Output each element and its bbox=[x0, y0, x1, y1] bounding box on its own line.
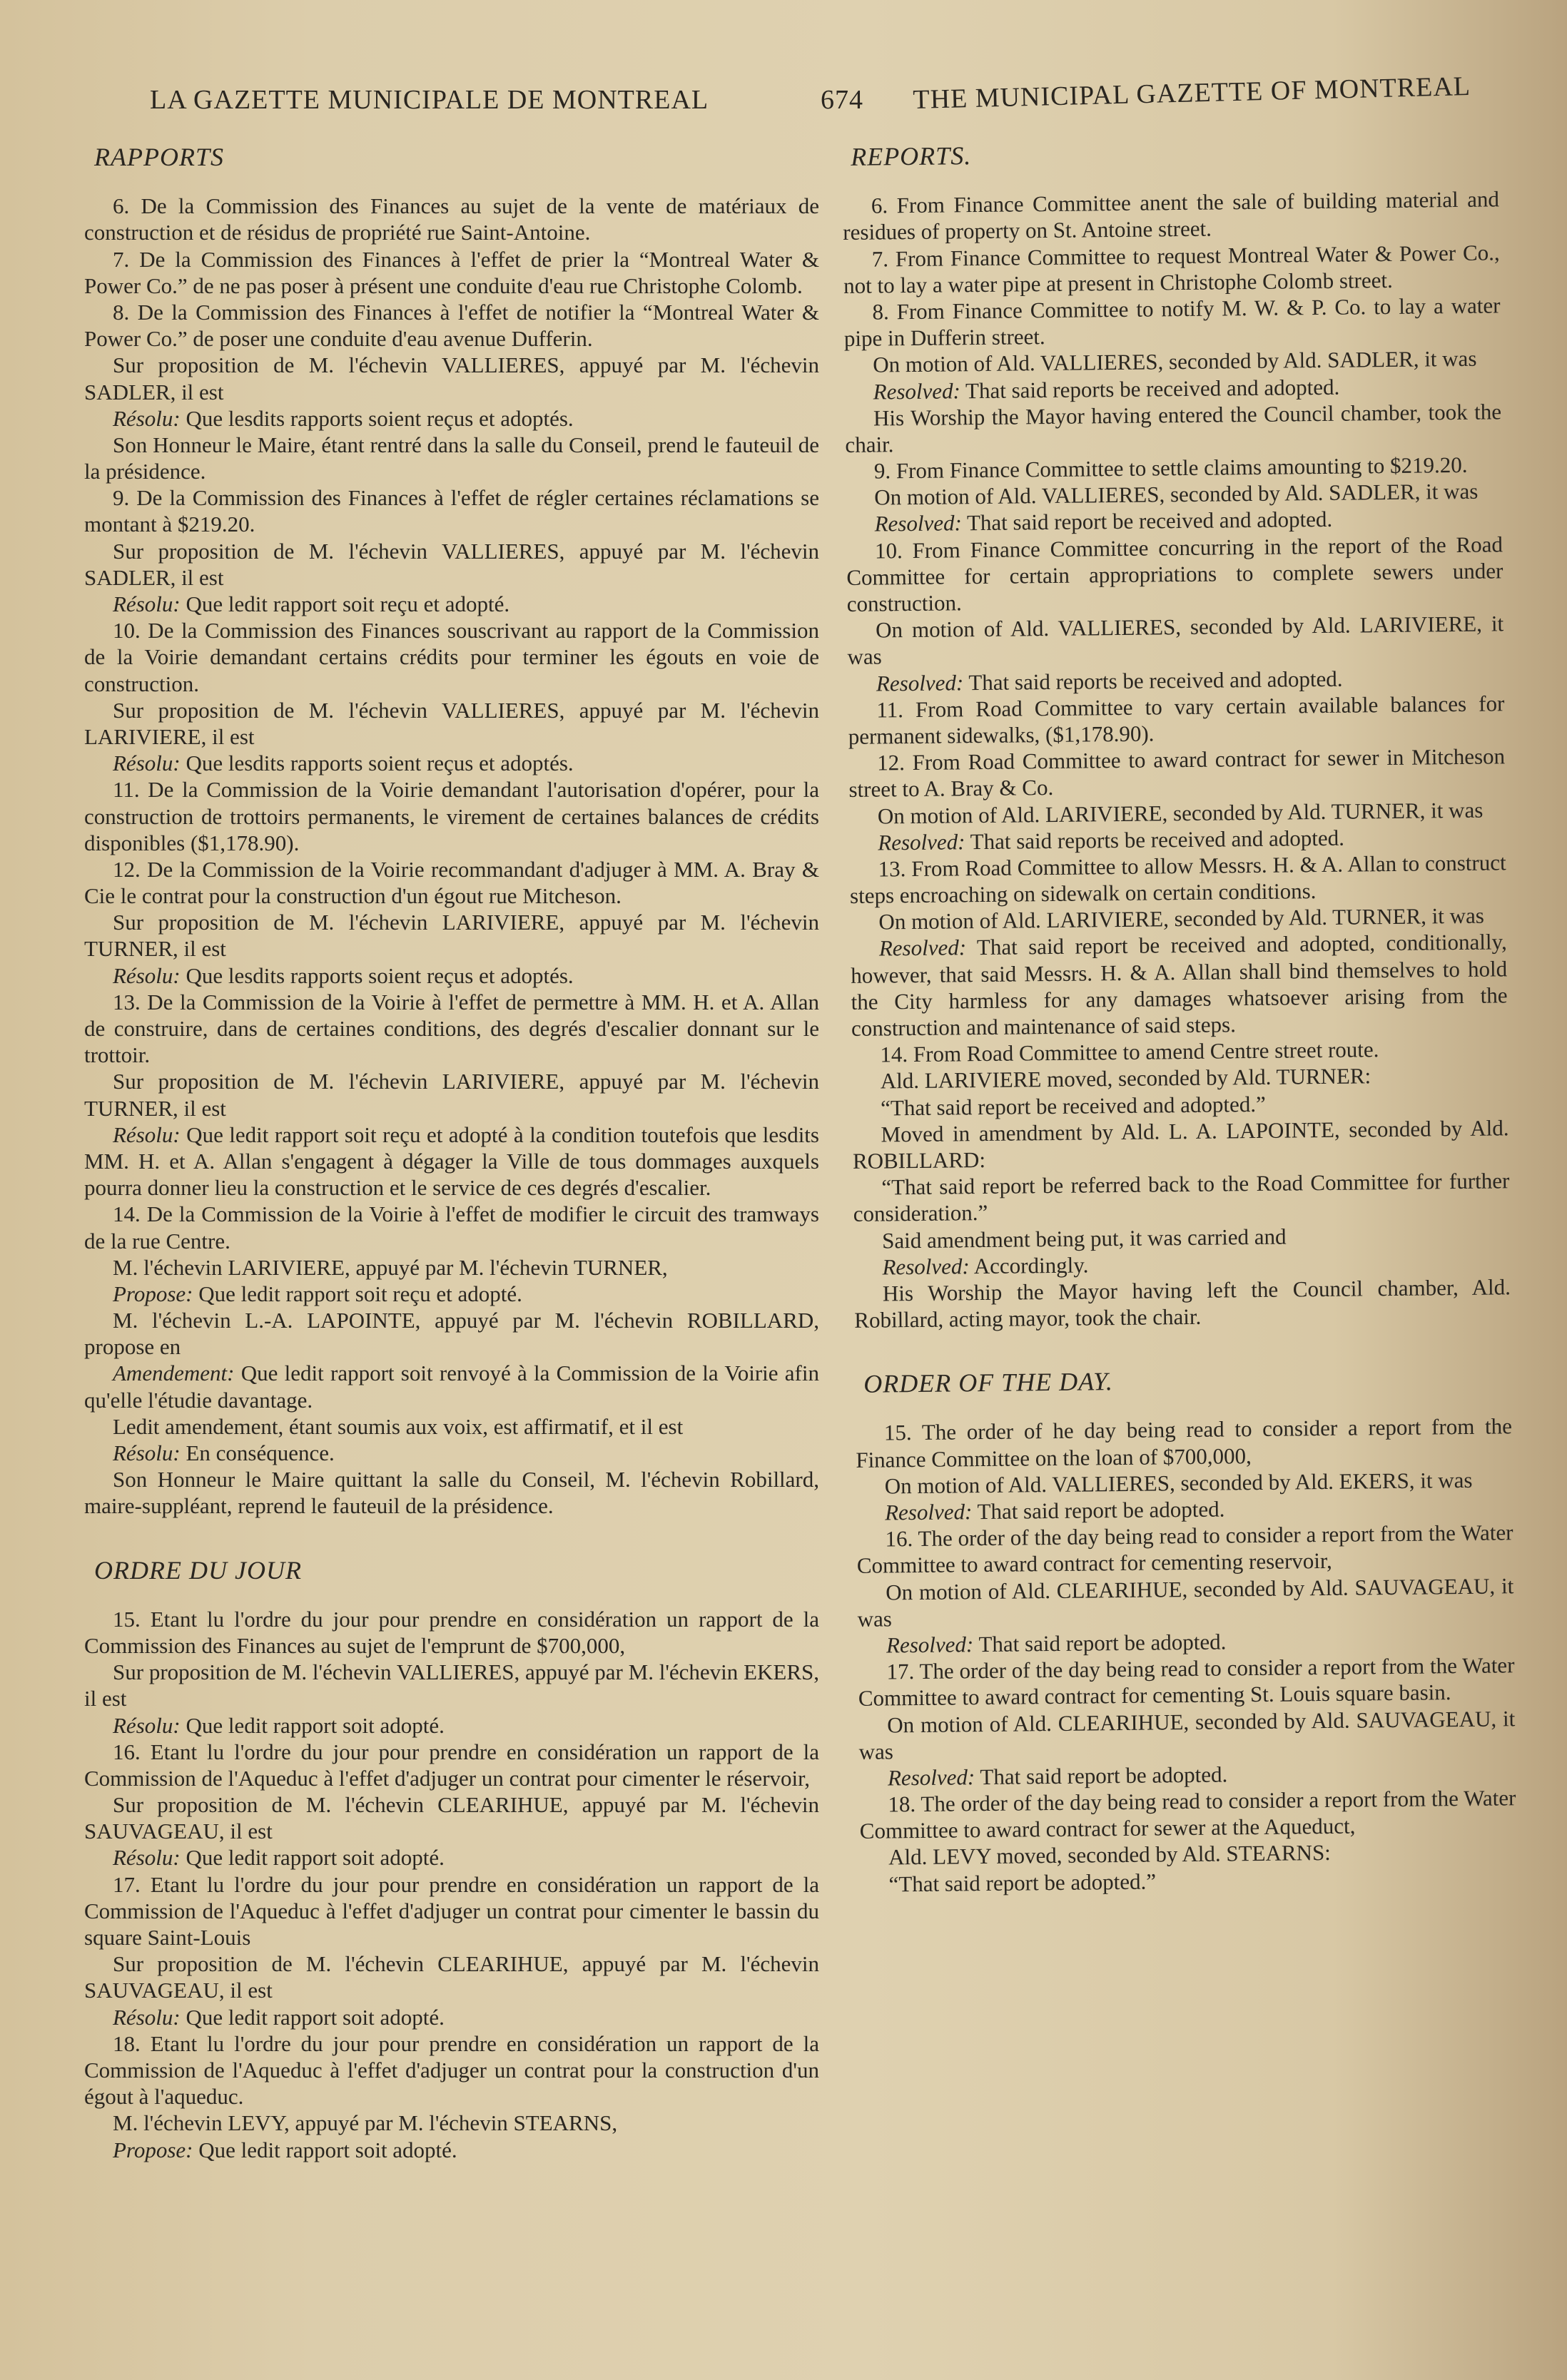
paragraph: Amendement: Que ledit rapport soit renvoyé à la Commission de la Voirie afin qu'elle l'étudie davantage. bbox=[84, 1361, 819, 1413]
paragraph: 8. De la Commission des Finances à l'effet de notifier la “Montreal Water & Power Co.” de poser une conduite d'eau avenue Dufferin. bbox=[84, 299, 819, 352]
resolution-label: Résolu: bbox=[113, 405, 181, 431]
paragraph: 7. From Finance Committee to request Montreal Water & Power Co., not to lay a water pipe at present in Christophe Colomb street. bbox=[843, 239, 1500, 298]
paragraph: 18. Etant lu l'ordre du jour pour prendre en considération un rapport de la Commission de l'Aqueduc à l'effet d'adjuger un contrat pour la construction d'un égout à l'aqueduc. bbox=[84, 2030, 819, 2110]
paragraph: Sur proposition de M. l'échevin CLEARIHUE, appuyé par M. l'échevin SAUVAGEAU, il est bbox=[84, 1792, 819, 1844]
section-title-reports: REPORTS. bbox=[851, 141, 972, 171]
english-order-body bbox=[856, 1413, 1517, 1898]
paragraph: Résolu: En conséquence. bbox=[113, 1440, 335, 1465]
paragraph: 14. De la Commission de la Voirie à l'effet de modifier le circuit des tramways de la rue Centre. bbox=[84, 1201, 819, 1253]
resolution-label: Résolu: bbox=[113, 1712, 181, 1738]
paragraph: 17. Etant lu l'ordre du jour pour prendre en considération un rapport de la Commission de l'Aqueduc à l'effet d'adjuger un contrat pour cimenter le bassin du square Saint-Louis bbox=[84, 1871, 819, 1950]
paragraph: 6. From Finance Committee anent the sale of building material and residues of property on St. Antoine street. bbox=[843, 186, 1500, 245]
paragraph: Resolved: That said report be adopted. bbox=[886, 1629, 1227, 1658]
paragraph: “That said report be adopted.” bbox=[888, 1868, 1157, 1897]
paragraph: Ledit amendement, étant soumis aux voix, est affirmatif, et il est bbox=[113, 1413, 684, 1439]
paragraph: Resolved: That said report be received and adopted. bbox=[874, 507, 1333, 536]
paragraph: On motion of Ald. LARIVIERE, seconded by Ald. TURNER, it was bbox=[878, 902, 1485, 935]
header-english-title: THE MUNICIPAL GAZETTE OF MONTREAL bbox=[912, 71, 1471, 116]
paragraph: 16. The order of the day being read to consider a report from the Water Committee to award contract for cementing reservoir, bbox=[856, 1520, 1513, 1579]
paragraph: 18. The order of the day being read to consider a report from the Water Committee to award contract for sewer at the Aqueduct, bbox=[859, 1785, 1516, 1844]
resolution-label: Propose: bbox=[113, 2137, 193, 2162]
paragraph: On motion of Ald. VALLIERES, seconded by Ald. EKERS, it was bbox=[884, 1467, 1473, 1499]
paragraph: On motion of Ald. CLEARIHUE, seconded by Ald. SAUVAGEAU, it was bbox=[858, 1705, 1516, 1764]
paragraph: M. l'échevin LARIVIERE, appuyé par M. l'échevin TURNER, bbox=[113, 1254, 668, 1280]
resolution-label: Amendement: bbox=[113, 1361, 235, 1386]
paragraph: 11. From Road Committee to vary certain available balances for permanent sidewalks, ($1,178.90). bbox=[848, 691, 1505, 749]
resolution-label: Propose: bbox=[113, 1281, 193, 1306]
paragraph: Propose: Que ledit rapport soit adopté. bbox=[113, 2137, 457, 2162]
paragraph: 13. From Road Committee to allow Messrs. H. & A. Allan to construct steps encroaching on sidewalk on certain conditions. bbox=[849, 850, 1506, 909]
resolution-label: Résolu: bbox=[113, 1440, 181, 1465]
paragraph: 14. From Road Committee to amend Centre street route. bbox=[880, 1037, 1379, 1067]
paragraph: Resolved: That said reports be received and adopted. bbox=[873, 374, 1340, 405]
paragraph: Son Honneur le Maire quittant la salle du Conseil, M. l'échevin Robillard, maire-suppléant, reprend le fauteuil de la présidence. bbox=[84, 1467, 819, 1519]
resolution-label: Resolved: bbox=[884, 1499, 973, 1525]
paragraph: 12. De la Commission de la Voirie recommandant d'adjuger à MM. A. Bray & Cie le contrat pour la construction d'un égout rue Mitcheson. bbox=[84, 856, 819, 909]
paragraph: Sur proposition de M. l'échevin VALLIERES, appuyé par M. l'échevin SADLER, il est bbox=[84, 352, 819, 405]
paragraph: Propose: Que ledit rapport soit reçu et adopté. bbox=[113, 1281, 522, 1306]
resolution-label: Resolved: bbox=[882, 1253, 970, 1280]
paragraph: 16. Etant lu l'ordre du jour pour prendre en considération un rapport de la Commission de l'Aqueduc à l'effet d'adjuger un contrat pour cimenter le réservoir, bbox=[84, 1739, 819, 1791]
paragraph: Ald. LEVY moved, seconded by Ald. STEARNS: bbox=[888, 1840, 1332, 1870]
paragraph: Résolu: Que ledit rapport soit reçu et adopté. bbox=[113, 591, 510, 616]
paragraph: M. l'échevin L.-A. LAPOINTE, appuyé par M. l'échevin ROBILLARD, propose en bbox=[84, 1308, 819, 1360]
paragraph: On motion of Ald. LARIVIERE, seconded by Ald. TURNER, it was bbox=[877, 797, 1484, 829]
header-french-title: LA GAZETTE MUNICIPALE DE MONTREAL bbox=[150, 85, 709, 115]
paragraph: Resolved: That said report be adopted. bbox=[887, 1761, 1228, 1791]
paragraph: Moved in amendment by Ald. L. A. LAPOINTE, seconded by Ald. ROBILLARD: bbox=[852, 1115, 1509, 1174]
paragraph: On motion of Ald. VALLIERES, seconded by Ald. LARIVIERE, it was bbox=[847, 611, 1504, 670]
paragraph: Resolved: That said reports be received and adopted. bbox=[876, 666, 1343, 696]
paragraph: 8. From Finance Committee to notify M. W. & P. Co. to lay a water pipe in Dufferin street. bbox=[843, 293, 1501, 352]
paragraph: 15. The order of he day being read to consider a report from the Finance Committee on the loan of $700,000, bbox=[856, 1413, 1513, 1473]
paragraph: 7. De la Commission des Finances à l'effet de prier la “Montreal Water & Power Co.” de ne pas poser à présent une conduite d'eau rue Christophe Colomb. bbox=[84, 246, 819, 298]
paragraph: Said amendment being put, it was carried and bbox=[881, 1224, 1287, 1253]
paragraph: 13. De la Commission de la Voirie à l'effet de permettre à MM. H. et A. Allan de construire, dans de certaines conditions, des degrés d'escalier donnant sur le trottoir. bbox=[84, 989, 819, 1068]
french-column bbox=[84, 139, 819, 2163]
paragraph: Sur proposition de M. l'échevin VALLIERES, appuyé par M. l'échevin LARIVIERE, il est bbox=[84, 697, 819, 749]
resolution-label: Résolu: bbox=[113, 2004, 181, 2030]
resolution-label: Résolu: bbox=[113, 1845, 181, 1871]
paragraph: On motion of Ald. CLEARIHUE, seconded by Ald. SAUVAGEAU, it was bbox=[857, 1572, 1514, 1632]
paragraph: Résolu: Que lesdits rapports soient reçus et adoptés. bbox=[113, 405, 574, 431]
paragraph: Sur proposition de M. l'échevin VALLIERES, appuyé par M. l'échevin EKERS, il est bbox=[84, 1659, 819, 1712]
paragraph: Resolved: That said report be received and adopted, conditionally, however, that said Messrs. H. & A. Allan shall bind themselves to hold the City harmless for any damages whatsoever arising from the construction and maintenance of said steps. bbox=[851, 929, 1508, 1041]
resolution-label: Résolu: bbox=[113, 962, 181, 988]
resolution-label: Resolved: bbox=[878, 935, 967, 961]
resolution-label: Resolved: bbox=[873, 377, 961, 405]
resolution-label: Résolu: bbox=[113, 591, 181, 616]
paragraph: Ald. LARIVIERE moved, seconded by Ald. TURNER: bbox=[880, 1063, 1371, 1094]
paragraph: “That said report be received and adopted.” bbox=[880, 1091, 1266, 1121]
section-title-order-of-the-day: ORDER OF THE DAY. bbox=[863, 1367, 1114, 1399]
paragraph: Resolved: That said reports be received and adopted. bbox=[878, 825, 1345, 855]
paragraph: Resolved: Accordingly. bbox=[882, 1252, 1089, 1280]
french-reports-body bbox=[84, 193, 819, 1519]
resolution-label: Resolved: bbox=[886, 1632, 974, 1658]
french-order-body bbox=[84, 1606, 819, 2163]
resolution-label: Resolved: bbox=[887, 1764, 975, 1791]
paragraph: Résolu: Que lesdits rapports soient reçus et adoptés. bbox=[113, 962, 574, 988]
resolution-label: Résolu: bbox=[113, 751, 181, 776]
resolution-label: Résolu: bbox=[113, 1122, 181, 1147]
page-header bbox=[136, 71, 1491, 127]
english-column bbox=[842, 139, 1516, 1898]
paragraph: On motion of Ald. VALLIERES, seconded by Ald. SADLER, it was bbox=[873, 346, 1477, 377]
paragraph: 10. From Finance Committee concurring in the report of the Road Committee for certain appropriations to complete sewers under construction. bbox=[846, 531, 1503, 616]
resolution-label: Resolved: bbox=[876, 669, 964, 696]
page-number: 674 bbox=[821, 85, 863, 115]
paragraph: 6. De la Commission des Finances au sujet de la vente de matériaux de construction et de résidus de propriété rue Saint-Antoine. bbox=[84, 193, 819, 245]
paragraph: 15. Etant lu l'ordre du jour pour prendre en considération un rapport de la Commission des Finances au sujet de l'emprunt de $700,000, bbox=[84, 1606, 819, 1658]
paragraph: Sur proposition de M. l'échevin LARIVIERE, appuyé par M. l'échevin TURNER, il est bbox=[84, 1069, 819, 1121]
resolution-label: Resolved: bbox=[878, 828, 965, 855]
resolution-label: Resolved: bbox=[874, 510, 963, 536]
paragraph: M. l'échevin LEVY, appuyé par M. l'échevin STEARNS, bbox=[113, 2110, 618, 2136]
english-reports-body bbox=[843, 186, 1511, 1334]
section-title-rapports: RAPPORTS bbox=[94, 143, 224, 171]
paragraph: Son Honneur le Maire, étant rentré dans la salle du Conseil, prend le fauteuil de la présidence. bbox=[84, 432, 819, 484]
paragraph: Résolu: Que lesdits rapports soient reçus et adoptés. bbox=[113, 751, 574, 776]
paragraph: Résolu: Que ledit rapport soit reçu et adopté à la condition toutefois que lesdits MM. H. et A. Allan s'engagent à dégager la Ville de tous dommages auxquels pourra donner lieu la construction et le service de ces degrés d'escalier. bbox=[84, 1122, 819, 1201]
paragraph: Sur proposition de M. l'échevin CLEARIHUE, appuyé par M. l'échevin SAUVAGEAU, il est bbox=[84, 1951, 819, 2003]
paragraph: Sur proposition de M. l'échevin LARIVIERE, appuyé par M. l'échevin TURNER, il est bbox=[84, 910, 819, 962]
paragraph: Sur proposition de M. l'échevin VALLIERES, appuyé par M. l'échevin SADLER, il est bbox=[84, 538, 819, 590]
paragraph: “That said report be referred back to the Road Committee for further consideration.” bbox=[853, 1168, 1510, 1227]
paragraph: On motion of Ald. VALLIERES, seconded by Ald. SADLER, it was bbox=[874, 478, 1479, 510]
paragraph: 10. De la Commission des Finances souscrivant au rapport de la Commission de la Voirie demandant certains crédits pour terminer les égouts en voie de construction. bbox=[84, 618, 819, 696]
paragraph: 17. The order of the day being read to consider a report from the Water Committee to award contract for cementing St. Louis square basin. bbox=[858, 1652, 1515, 1712]
paragraph: 12. From Road Committee to award contract for sewer in Mitcheson street to A. Bray & Co. bbox=[848, 743, 1506, 803]
paragraph: His Worship the Mayor having left the Council chamber, Ald. Robillard, acting mayor, took the chair. bbox=[854, 1274, 1511, 1333]
paragraph: 11. De la Commission de la Voirie demandant l'autorisation d'opérer, pour la construction de trottoirs permanents, le virement de certaines balances de crédits disponibles ($1,178.90). bbox=[84, 777, 819, 855]
paragraph: 9. De la Commission des Finances à l'effet de régler certaines réclamations se montant à $219.20. bbox=[84, 485, 819, 537]
paragraph: 9. From Finance Committee to settle claims amounting to $219.20. bbox=[873, 452, 1468, 484]
paragraph: Resolved: That said report be adopted. bbox=[884, 1496, 1225, 1525]
section-title-ordre-du-jour: ORDRE DU JOUR bbox=[94, 1555, 302, 1585]
paragraph: Résolu: Que ledit rapport soit adopté. bbox=[113, 1712, 445, 1738]
paragraph: Résolu: Que ledit rapport soit adopté. bbox=[113, 1845, 445, 1871]
paragraph: Résolu: Que ledit rapport soit adopté. bbox=[113, 2004, 445, 2030]
paragraph: His Worship the Mayor having entered the Council chamber, took the chair. bbox=[845, 399, 1502, 457]
